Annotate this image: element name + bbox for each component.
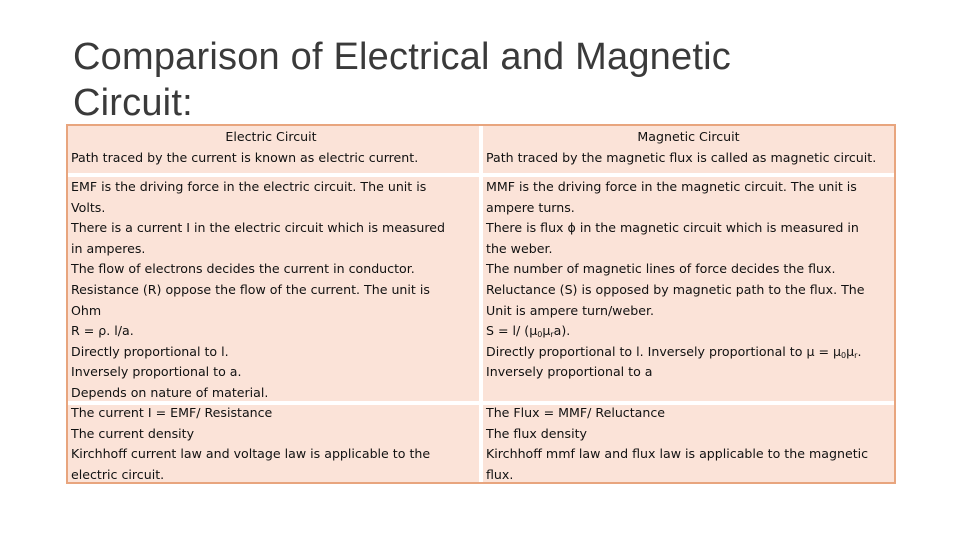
magnetic-header: Magnetic Circuit	[637, 129, 740, 144]
magnetic-row2-line: The number of magnetic lines of force decides the flux.	[486, 261, 836, 277]
electric-header: Electric Circuit	[225, 129, 317, 144]
formula-subscript: 0	[537, 330, 543, 340]
reluctance-formula	[486, 321, 891, 342]
electric-row2-line: Inversely proportional to a.	[71, 364, 242, 380]
electric-row1: Path traced by the current is known as electric current.	[71, 149, 419, 165]
magnetic-row2-line: ampere turns.	[486, 199, 575, 215]
electric-row2-line: Ohm	[71, 302, 102, 318]
magnetic-row2	[486, 177, 891, 383]
electric-row3-line: electric circuit.	[71, 466, 165, 482]
magnetic-row2-line: Reluctance (S) is opposed by magnetic path to the flux. The	[486, 281, 865, 297]
magnetic-row2-line: Inversely proportional to a	[486, 364, 653, 380]
electric-row2-line: R = ρ. l/a.	[71, 323, 134, 339]
electric-row2-line: in amperes.	[71, 240, 146, 256]
magnetic-row3-line: Kirchhoff mmf law and flux law is applicable to the magnetic	[486, 446, 869, 462]
electric-row2-line: Depends on nature of material.	[71, 384, 269, 400]
magnetic-column-top	[486, 127, 891, 168]
magnetic-row3	[486, 403, 891, 485]
magnetic-row2-line: Unit is ampere turn/weber.	[486, 302, 654, 318]
electric-row3-line: The current I = EMF/ Resistance	[71, 405, 273, 420]
electric-row2-line: EMF is the driving force in the electric circuit. The unit is	[71, 179, 427, 194]
proportionality-line	[486, 342, 891, 363]
electric-row2	[71, 177, 471, 404]
formula-text: a).	[553, 323, 571, 339]
electric-row3	[71, 403, 471, 485]
prop-subscript: 0	[841, 350, 847, 360]
column-divider	[479, 126, 483, 482]
formula-text: S = l/ (μ	[486, 323, 538, 339]
electric-column-top	[71, 127, 471, 168]
title-line-1: Comparison of Electrical and Magnetic	[73, 36, 731, 78]
electric-row2-line: Resistance (R) oppose the flow of the current. The unit is	[71, 281, 430, 297]
slide-title	[73, 34, 933, 126]
title-line-2: Circuit:	[73, 82, 193, 124]
prop-text: .	[857, 343, 862, 359]
magnetic-row1: Path traced by the magnetic flux is called as magnetic circuit.	[486, 149, 877, 165]
comparison-table	[66, 124, 896, 484]
magnetic-row3-line: The Flux = MMF/ Reluctance	[486, 405, 666, 420]
electric-row2-line: Directly proportional to l.	[71, 343, 229, 359]
magnetic-row2-line: There is flux ϕ in the magnetic circuit which is measured in	[486, 220, 859, 236]
prop-text: μ	[846, 343, 855, 359]
electric-row3-line: The current density	[71, 425, 195, 441]
electric-row2-line: Volts.	[71, 199, 106, 215]
electric-row3-line: Kirchhoff current law and voltage law is applicable to the	[71, 446, 431, 462]
formula-subscript: r	[550, 330, 554, 340]
formula-text: μ	[542, 323, 551, 339]
prop-subscript: r	[854, 350, 858, 360]
magnetic-row3-line: flux.	[486, 466, 514, 482]
magnetic-row2-line: MMF is the driving force in the magnetic circuit. The unit is	[486, 179, 857, 194]
magnetic-row2-line: the weber.	[486, 240, 553, 256]
prop-text: Directly proportional to l. Inversely proportional to μ = μ	[486, 343, 842, 359]
electric-row2-line: There is a current I in the electric circuit which is measured	[71, 220, 445, 236]
electric-row2-line: The flow of electrons decides the current in conductor.	[71, 261, 415, 277]
magnetic-row3-line: The flux density	[486, 425, 587, 441]
